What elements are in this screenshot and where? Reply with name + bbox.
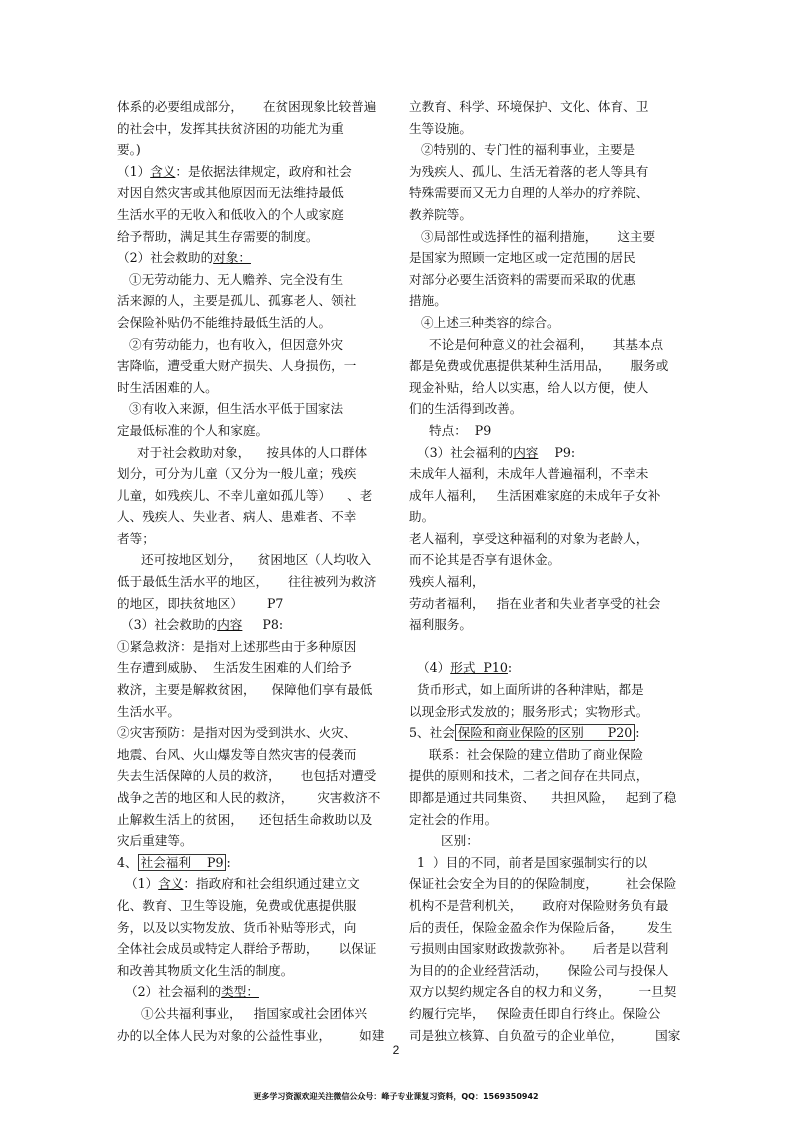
text-line: 失去生活保障的人员的救济， 也包括对遭受 (117, 768, 377, 784)
right-column (409, 96, 681, 1046)
text-line: 体系的必要组成部分， 在贫困现象比较普遍 (117, 99, 377, 114)
underlined-term: 对象： (213, 250, 251, 266)
line-prefix: （3）社会救助的 (117, 617, 218, 633)
text-line: 现金补贴，给人以实惠，给人以方便，使人 (409, 379, 649, 395)
underlined-term: 内容 (217, 617, 243, 633)
underlined-term: 含义 (150, 163, 176, 179)
left-column (117, 96, 389, 1046)
text-line: 保证社会安全为目的的保险制度， 社会保险 (409, 876, 677, 892)
text-line: 生等设施。 (409, 120, 472, 136)
text-line: 区别： (409, 833, 479, 849)
text-line: ①公共福利事业， 指国家或社会团体兴 (117, 1005, 368, 1021)
text-line: 亏损则由国家财政拨款弥补。 后者是以营利 (409, 941, 669, 957)
line-prefix: （2）社会救助的 (117, 250, 214, 266)
text-line: 时生活困难的人。 (117, 379, 218, 395)
underlined-term: 内容 (513, 444, 539, 460)
text-line (409, 722, 673, 744)
text-line (117, 161, 389, 183)
text-line: 货币形式，如上面所讲的各种津贴，都是 (409, 682, 644, 698)
text-line: 务，以及以实物发放、货币补贴等形式，向 (117, 919, 357, 935)
underlined-term: 类型： (221, 984, 259, 1000)
text-line: 提供的原则和技术，二者之间存在共同点， (409, 768, 649, 784)
line-suffix: ：是依据法律规定，政府和社会 (175, 163, 352, 179)
text-line: 的社会中，发挥其扶贫济困的功能尤为重 (117, 120, 344, 136)
line-prefix: （2）社会福利的 (117, 984, 222, 1000)
text-line: 为目的的企业经营活动， 保险公司与投保人 (409, 962, 669, 978)
page-number: 2 (392, 1043, 400, 1057)
text-line: 助。 (409, 509, 435, 525)
text-line: 后的责任，保险金盈余作为保险后备， 发生 (409, 919, 673, 935)
text-line: 战争之苦的地区和人民的救济， 灾害救济不 (117, 790, 381, 805)
text-line: 成年人福利， 生活困难家庭的未成年子女补 (409, 487, 661, 503)
text-line: 1 ）目的不同，前者是国家强制实行的以 (409, 854, 648, 870)
text-line (117, 981, 389, 1003)
text-line: 为残疾人、孤儿、生活无着落的老人等具有 (409, 163, 649, 179)
text-line: 的地区，即扶贫地区） P7 (117, 595, 284, 611)
line-suffix: : (507, 660, 513, 676)
text-line: 福利服务。 (409, 617, 472, 633)
text-line: 对于社会救助对象， 按具体的人口群体 (117, 444, 368, 460)
text-line: ②有劳动能力，也有收入，但因意外灾 (117, 336, 344, 352)
text-line (117, 247, 389, 269)
text-line: 活来源的人，主要是孤儿、孤寡老人、领社 (117, 293, 357, 309)
line-suffix: : (226, 854, 231, 870)
boxed-heading: 保险和商业保险的区别 P20 (455, 724, 635, 741)
line-prefix: （4） (409, 660, 451, 676)
text-line: 生活水平的无收入和低收入的个人或家庭 (117, 206, 344, 222)
text-line: 对因自然灾害或其他原因而无法维持最低 (117, 185, 344, 201)
text-line: 劳动者福利， 指在业者和失业者享受的社会 (409, 595, 661, 611)
text-line: 全体社会成员或特定人群给予帮助， 以保证 (117, 941, 377, 957)
line-prefix: （3）社会福利的 (409, 444, 514, 460)
text-line (117, 873, 389, 895)
text-line: 是国家为照顾一定地区或一定范围的居民 (409, 250, 636, 266)
text-line: 不论是何种意义的社会福利， 其基本点 (409, 336, 664, 352)
text-line: 和改善其物质文化生活的制度。 (117, 962, 294, 978)
text-line: 机构不是营利机关， 政府对保险财务负有最 (409, 897, 669, 913)
text-line: ③局部性或选择性的福利措施， 这主要 (409, 228, 656, 244)
text-line: 特点： P9 (409, 422, 492, 438)
text-line: 灾后重建等。 (117, 833, 193, 849)
text-line: ②特别的、专门性的福利事业，主要是 (409, 142, 636, 158)
line-suffix: ：指政府和社会组织通过建立文 (183, 876, 360, 892)
text-line: 害降临，遭受重大财产损失、人身损伤，一 (117, 358, 357, 374)
text-line: 定最低标准的个人和家庭。 (117, 422, 269, 438)
boxed-heading: 社会福利 P9 (138, 854, 227, 871)
text-line: 儿童，如残疾儿、不幸儿童如孤儿等） 、老 (117, 487, 373, 503)
line-prefix: 4、 (117, 854, 138, 870)
line-suffix: : (635, 725, 640, 741)
text-line (409, 442, 673, 464)
text-line: 都是免费或优惠提供某种生活用品， 服务或 (409, 358, 669, 374)
text-line: 而不论其是否享有退休金。 (409, 552, 561, 568)
text-line: 司是独立核算、自负盈亏的企业单位， 国家 (409, 1027, 681, 1043)
text-line: ④上述三种类容的综合。 (409, 314, 560, 330)
text-line: 化、教育、卫生等设施，免费或优惠提供服 (117, 897, 357, 913)
line-prefix: （1） (117, 163, 151, 179)
text-line: 们的生活得到改善。 (409, 401, 523, 417)
line-prefix: （1） (117, 876, 159, 892)
text-line: 低于最低生活水平的地区， 往往被列为救济 (117, 574, 377, 590)
text-line: 者等； (117, 530, 155, 546)
text-line (117, 614, 389, 636)
text-line: 还可按地区划分， 贫困地区（人均收入 (117, 552, 372, 568)
text-line: 地震、台风、火山爆发等自然灾害的侵袭而 (117, 746, 357, 762)
text-line (409, 657, 673, 679)
text-line: 止解救生活上的贫困， 还包括生命救助以及 (117, 811, 373, 827)
text-line: ②灾害预防：是指对因为受到洪水、火灾、 (117, 725, 357, 741)
text-line: 残疾人福利， (409, 574, 485, 590)
text-line: 划分，可分为儿童（又分为一般儿童；残疾 (117, 466, 357, 482)
underlined-term: 含义 (158, 876, 184, 892)
text-line: ①紧急救济：是指对上述那些由于多种原因 (117, 638, 357, 654)
underlined-term: 形式 P10 (450, 660, 508, 676)
text-line: 未成年人福利，未成年人普遍福利，不幸未 (409, 466, 649, 482)
text-line: 措施。 (409, 293, 447, 309)
text-line: 生存遭到威胁、 生活发生困难的人们给予 (117, 660, 352, 676)
text-line: 联系：社会保险的建立借助了商业保险 (409, 746, 644, 762)
text-line: 约履行完毕， 保险责任即自行终止。保险公 (409, 1005, 661, 1021)
text-line: 办的以全体人民为对象的公益性事业， 如建 (117, 1027, 385, 1043)
text-line (117, 852, 389, 874)
line-suffix: P8: (242, 617, 284, 633)
text-line: 立教育、科学、环境保护、文化、体育、卫 (409, 99, 649, 114)
text-line: 给予帮助，满足其生存需要的制度。 (117, 228, 319, 244)
text-line: 特殊需要而又无力自理的人举办的疗养院、 (409, 185, 649, 201)
text-line: 定社会的作用。 (409, 811, 498, 827)
text-line: 教养院等。 (409, 206, 472, 222)
text-line: 要。) (117, 142, 141, 158)
line-prefix: 5、社会 (409, 725, 455, 741)
footer-note: 更多学习资源欢迎关注微信公众号：峰子专业课复习资料，QQ：1569350942 (253, 1092, 539, 1101)
text-line: 生活水平。 (117, 703, 180, 719)
text-line: 对部分必要生活资料的需要而采取的优惠 (409, 271, 636, 287)
text-line: 老人福利，享受这种福利的对象为老龄人， (409, 530, 649, 546)
line-suffix: P9: (538, 444, 576, 460)
text-line: 会保险补贴仍不能维持最低生活的人。 (117, 314, 332, 330)
text-line: 以现金形式发放的；服务形式；实物形式。 (409, 703, 649, 719)
text-line: ③有收入来源，但生活水平低于国家法 (117, 401, 344, 417)
text-line (409, 636, 673, 658)
text-line: 即都是通过共同集资、 共担风险， 起到了稳 (409, 790, 677, 805)
text-line: 救济，主要是解救贫困， 保障他们享有最低 (117, 682, 373, 698)
text-line: 人、残疾人、失业者、病人、患难者、不幸 (117, 509, 357, 525)
text-line: ①无劳动能力、无人赡养、完全没有生 (117, 271, 344, 287)
text-line: 双方以契约规定各自的权力和义务， 一旦契 (409, 984, 677, 1000)
